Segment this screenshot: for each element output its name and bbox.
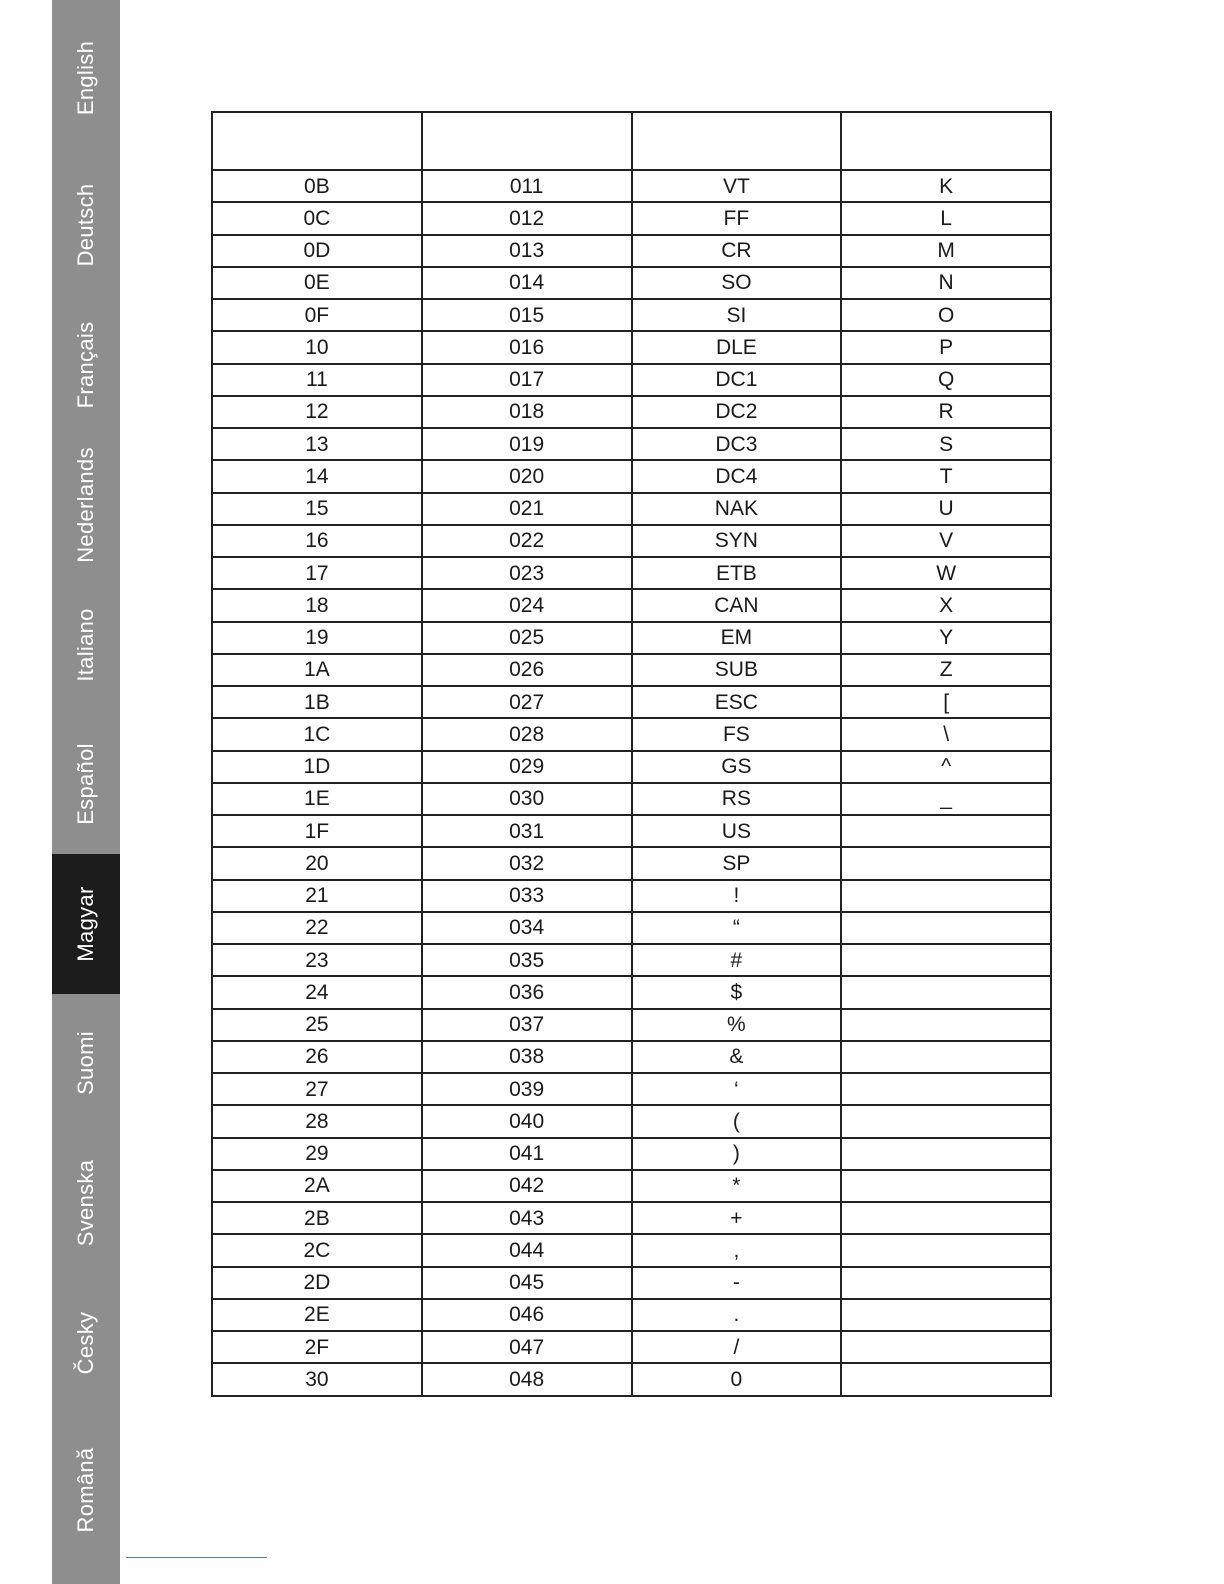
char-cell: O bbox=[841, 299, 1051, 331]
hex-cell: 12 bbox=[212, 396, 422, 428]
char-cell bbox=[841, 1267, 1051, 1299]
hex-cell: 29 bbox=[212, 1138, 422, 1170]
hex-cell: 16 bbox=[212, 525, 422, 557]
dec-cell: 041 bbox=[422, 1138, 632, 1170]
dec-cell: 028 bbox=[422, 718, 632, 750]
table-row bbox=[212, 847, 1051, 879]
code-cell: % bbox=[632, 1009, 842, 1041]
table-row bbox=[212, 331, 1051, 363]
code-cell: GS bbox=[632, 751, 842, 783]
code-cell: FF bbox=[632, 202, 842, 234]
table-row bbox=[212, 880, 1051, 912]
code-cell: US bbox=[632, 815, 842, 847]
code-cell: RS bbox=[632, 783, 842, 815]
lang-tab-francais[interactable] bbox=[52, 295, 120, 435]
dec-cell: 021 bbox=[422, 493, 632, 525]
char-cell: U bbox=[841, 493, 1051, 525]
code-cell: VT bbox=[632, 170, 842, 202]
table-row bbox=[212, 1138, 1051, 1170]
lang-tab-label: Česky bbox=[73, 1311, 98, 1375]
hex-cell: 18 bbox=[212, 589, 422, 621]
dec-cell: 017 bbox=[422, 364, 632, 396]
table-row bbox=[212, 912, 1051, 944]
code-cell: DC2 bbox=[632, 396, 842, 428]
lang-tab-label: Français bbox=[73, 321, 98, 409]
dec-cell: 011 bbox=[422, 170, 632, 202]
char-cell bbox=[841, 847, 1051, 879]
lang-tab-label: Magyar bbox=[73, 886, 98, 962]
hex-cell: 0F bbox=[212, 299, 422, 331]
dec-cell: 048 bbox=[422, 1363, 632, 1395]
hex-cell: 10 bbox=[212, 331, 422, 363]
dec-cell: 040 bbox=[422, 1105, 632, 1137]
hex-cell: 2F bbox=[212, 1331, 422, 1363]
code-cell: DC1 bbox=[632, 364, 842, 396]
dec-cell: 014 bbox=[422, 267, 632, 299]
dec-cell: 022 bbox=[422, 525, 632, 557]
char-cell bbox=[841, 880, 1051, 912]
table-row bbox=[212, 1363, 1051, 1395]
code-cell: DC3 bbox=[632, 428, 842, 460]
hex-cell: 22 bbox=[212, 912, 422, 944]
code-cell: CAN bbox=[632, 589, 842, 621]
lang-tab-english[interactable] bbox=[52, 8, 120, 148]
dec-cell: 034 bbox=[422, 912, 632, 944]
dec-cell: 035 bbox=[422, 944, 632, 976]
dec-cell: 036 bbox=[422, 976, 632, 1008]
table-row bbox=[212, 976, 1051, 1008]
char-cell: Q bbox=[841, 364, 1051, 396]
table-row bbox=[212, 299, 1051, 331]
hex-cell: 14 bbox=[212, 460, 422, 492]
char-cell: T bbox=[841, 460, 1051, 492]
char-cell bbox=[841, 976, 1051, 1008]
lang-tab-italiano[interactable] bbox=[52, 575, 120, 715]
lang-tab-espanol[interactable] bbox=[52, 714, 120, 854]
table-row bbox=[212, 815, 1051, 847]
hex-cell: 15 bbox=[212, 493, 422, 525]
dec-cell: 031 bbox=[422, 815, 632, 847]
code-cell: ‘ bbox=[632, 1073, 842, 1105]
hex-cell: 1C bbox=[212, 718, 422, 750]
table-row bbox=[212, 364, 1051, 396]
lang-tab-label: Italiano bbox=[73, 608, 98, 682]
dec-cell: 015 bbox=[422, 299, 632, 331]
dec-cell: 025 bbox=[422, 622, 632, 654]
code-cell: “ bbox=[632, 912, 842, 944]
table-row bbox=[212, 783, 1051, 815]
table-body bbox=[212, 170, 1051, 1396]
hex-cell: 30 bbox=[212, 1363, 422, 1395]
code-cell: DLE bbox=[632, 331, 842, 363]
char-cell: R bbox=[841, 396, 1051, 428]
table-row bbox=[212, 589, 1051, 621]
hex-cell: 27 bbox=[212, 1073, 422, 1105]
table-row bbox=[212, 718, 1051, 750]
hex-cell: 0B bbox=[212, 170, 422, 202]
hex-cell: 20 bbox=[212, 847, 422, 879]
dec-cell: 032 bbox=[422, 847, 632, 879]
column-header-control bbox=[632, 112, 842, 170]
column-header-char bbox=[841, 112, 1051, 170]
table-row bbox=[212, 525, 1051, 557]
dec-cell: 038 bbox=[422, 1041, 632, 1073]
char-cell: Z bbox=[841, 654, 1051, 686]
language-sidebar bbox=[52, 0, 120, 1584]
lang-tab-svenska[interactable] bbox=[52, 1133, 120, 1273]
code-cell: SYN bbox=[632, 525, 842, 557]
footer-divider bbox=[126, 1557, 267, 1558]
dec-cell: 016 bbox=[422, 331, 632, 363]
dec-cell: 013 bbox=[422, 235, 632, 267]
hex-cell: 2E bbox=[212, 1299, 422, 1331]
table-row bbox=[212, 1331, 1051, 1363]
table-row bbox=[212, 202, 1051, 234]
code-cell: + bbox=[632, 1202, 842, 1234]
table-row bbox=[212, 1299, 1051, 1331]
hex-cell: 2C bbox=[212, 1234, 422, 1266]
char-cell: M bbox=[841, 235, 1051, 267]
table-row bbox=[212, 493, 1051, 525]
code-cell: - bbox=[632, 1267, 842, 1299]
char-cell: [ bbox=[841, 686, 1051, 718]
dec-cell: 047 bbox=[422, 1331, 632, 1363]
char-cell: K bbox=[841, 170, 1051, 202]
code-cell: . bbox=[632, 1299, 842, 1331]
dec-cell: 043 bbox=[422, 1202, 632, 1234]
hex-cell: 23 bbox=[212, 944, 422, 976]
char-cell bbox=[841, 1170, 1051, 1202]
table-row bbox=[212, 622, 1051, 654]
hex-cell: 1B bbox=[212, 686, 422, 718]
table-row bbox=[212, 396, 1051, 428]
lang-tab-magyar[interactable] bbox=[52, 854, 120, 994]
code-cell: SUB bbox=[632, 654, 842, 686]
hex-cell: 2D bbox=[212, 1267, 422, 1299]
code-cell: # bbox=[632, 944, 842, 976]
lang-tab-label: Deutsch bbox=[73, 183, 98, 267]
table-row bbox=[212, 751, 1051, 783]
code-cell: FS bbox=[632, 718, 842, 750]
hex-cell: 1A bbox=[212, 654, 422, 686]
code-cell: ! bbox=[632, 880, 842, 912]
char-cell bbox=[841, 1299, 1051, 1331]
lang-tab-suomi[interactable] bbox=[52, 993, 120, 1133]
dec-cell: 024 bbox=[422, 589, 632, 621]
dec-cell: 033 bbox=[422, 880, 632, 912]
lang-tab-deutsch[interactable] bbox=[52, 155, 120, 295]
dec-cell: 026 bbox=[422, 654, 632, 686]
dec-cell: 037 bbox=[422, 1009, 632, 1041]
code-cell: NAK bbox=[632, 493, 842, 525]
hex-cell: 2A bbox=[212, 1170, 422, 1202]
lang-tab-label: Suomi bbox=[73, 1031, 98, 1095]
code-cell: ( bbox=[632, 1105, 842, 1137]
dec-cell: 012 bbox=[422, 202, 632, 234]
hex-cell: 1D bbox=[212, 751, 422, 783]
hex-cell: 24 bbox=[212, 976, 422, 1008]
lang-tab-cesky[interactable] bbox=[52, 1273, 120, 1413]
table-row bbox=[212, 557, 1051, 589]
hex-cell: 13 bbox=[212, 428, 422, 460]
dec-cell: 018 bbox=[422, 396, 632, 428]
table-row bbox=[212, 1041, 1051, 1073]
table-row bbox=[212, 428, 1051, 460]
code-cell: 0 bbox=[632, 1363, 842, 1395]
char-cell: X bbox=[841, 589, 1051, 621]
char-cell: P bbox=[841, 331, 1051, 363]
dec-cell: 030 bbox=[422, 783, 632, 815]
code-cell: * bbox=[632, 1170, 842, 1202]
table-row bbox=[212, 170, 1051, 202]
dec-cell: 023 bbox=[422, 557, 632, 589]
lang-tab-label: Nederlands bbox=[73, 447, 98, 563]
table-row bbox=[212, 1267, 1051, 1299]
char-cell bbox=[841, 815, 1051, 847]
dec-cell: 046 bbox=[422, 1299, 632, 1331]
ascii-code-table bbox=[211, 111, 1052, 1397]
code-cell: / bbox=[632, 1331, 842, 1363]
dec-cell: 045 bbox=[422, 1267, 632, 1299]
dec-cell: 027 bbox=[422, 686, 632, 718]
table-row bbox=[212, 1073, 1051, 1105]
hex-cell: 1E bbox=[212, 783, 422, 815]
table-row bbox=[212, 1105, 1051, 1137]
dec-cell: 029 bbox=[422, 751, 632, 783]
char-cell bbox=[841, 1202, 1051, 1234]
hex-cell: 28 bbox=[212, 1105, 422, 1137]
hex-cell: 11 bbox=[212, 364, 422, 396]
table-row bbox=[212, 654, 1051, 686]
hex-cell: 0C bbox=[212, 202, 422, 234]
char-cell: \ bbox=[841, 718, 1051, 750]
column-header-hex bbox=[212, 112, 422, 170]
char-cell: V bbox=[841, 525, 1051, 557]
char-cell bbox=[841, 1331, 1051, 1363]
table-row bbox=[212, 1170, 1051, 1202]
hex-cell: 1F bbox=[212, 815, 422, 847]
char-cell bbox=[841, 1105, 1051, 1137]
code-cell: EM bbox=[632, 622, 842, 654]
code-cell: DC4 bbox=[632, 460, 842, 492]
dec-cell: 042 bbox=[422, 1170, 632, 1202]
char-cell bbox=[841, 1073, 1051, 1105]
char-cell bbox=[841, 1041, 1051, 1073]
hex-cell: 0D bbox=[212, 235, 422, 267]
char-cell: L bbox=[841, 202, 1051, 234]
char-cell bbox=[841, 1009, 1051, 1041]
code-cell: & bbox=[632, 1041, 842, 1073]
char-cell bbox=[841, 1363, 1051, 1395]
dec-cell: 039 bbox=[422, 1073, 632, 1105]
dec-cell: 020 bbox=[422, 460, 632, 492]
char-cell: ^ bbox=[841, 751, 1051, 783]
code-cell: ETB bbox=[632, 557, 842, 589]
char-cell: S bbox=[841, 428, 1051, 460]
code-cell: ESC bbox=[632, 686, 842, 718]
table-row bbox=[212, 1009, 1051, 1041]
hex-cell: 26 bbox=[212, 1041, 422, 1073]
code-cell: SI bbox=[632, 299, 842, 331]
table-row bbox=[212, 1202, 1051, 1234]
hex-cell: 25 bbox=[212, 1009, 422, 1041]
dec-cell: 019 bbox=[422, 428, 632, 460]
table-row bbox=[212, 267, 1051, 299]
hex-cell: 0E bbox=[212, 267, 422, 299]
table-header-row bbox=[212, 112, 1051, 170]
lang-tab-label: English bbox=[73, 40, 98, 116]
code-cell: ) bbox=[632, 1138, 842, 1170]
code-cell: CR bbox=[632, 235, 842, 267]
hex-cell: 19 bbox=[212, 622, 422, 654]
code-cell: $ bbox=[632, 976, 842, 1008]
char-cell bbox=[841, 944, 1051, 976]
hex-cell: 21 bbox=[212, 880, 422, 912]
lang-tab-label: Svenska bbox=[73, 1159, 98, 1247]
lang-tab-romana[interactable] bbox=[52, 1420, 120, 1560]
char-cell: W bbox=[841, 557, 1051, 589]
char-cell bbox=[841, 912, 1051, 944]
lang-tab-label: Română bbox=[73, 1447, 98, 1533]
table-row bbox=[212, 235, 1051, 267]
hex-cell: 2B bbox=[212, 1202, 422, 1234]
code-cell: SP bbox=[632, 847, 842, 879]
hex-cell: 17 bbox=[212, 557, 422, 589]
table-row bbox=[212, 686, 1051, 718]
table-row bbox=[212, 460, 1051, 492]
table-row bbox=[212, 1234, 1051, 1266]
char-cell: _ bbox=[841, 783, 1051, 815]
code-cell: SO bbox=[632, 267, 842, 299]
column-header-dec bbox=[422, 112, 632, 170]
char-cell bbox=[841, 1234, 1051, 1266]
table-row bbox=[212, 944, 1051, 976]
code-cell: , bbox=[632, 1234, 842, 1266]
dec-cell: 044 bbox=[422, 1234, 632, 1266]
char-cell: Y bbox=[841, 622, 1051, 654]
char-cell bbox=[841, 1138, 1051, 1170]
lang-tab-nederlands[interactable] bbox=[52, 435, 120, 575]
char-cell: N bbox=[841, 267, 1051, 299]
lang-tab-label: Español bbox=[73, 743, 98, 825]
